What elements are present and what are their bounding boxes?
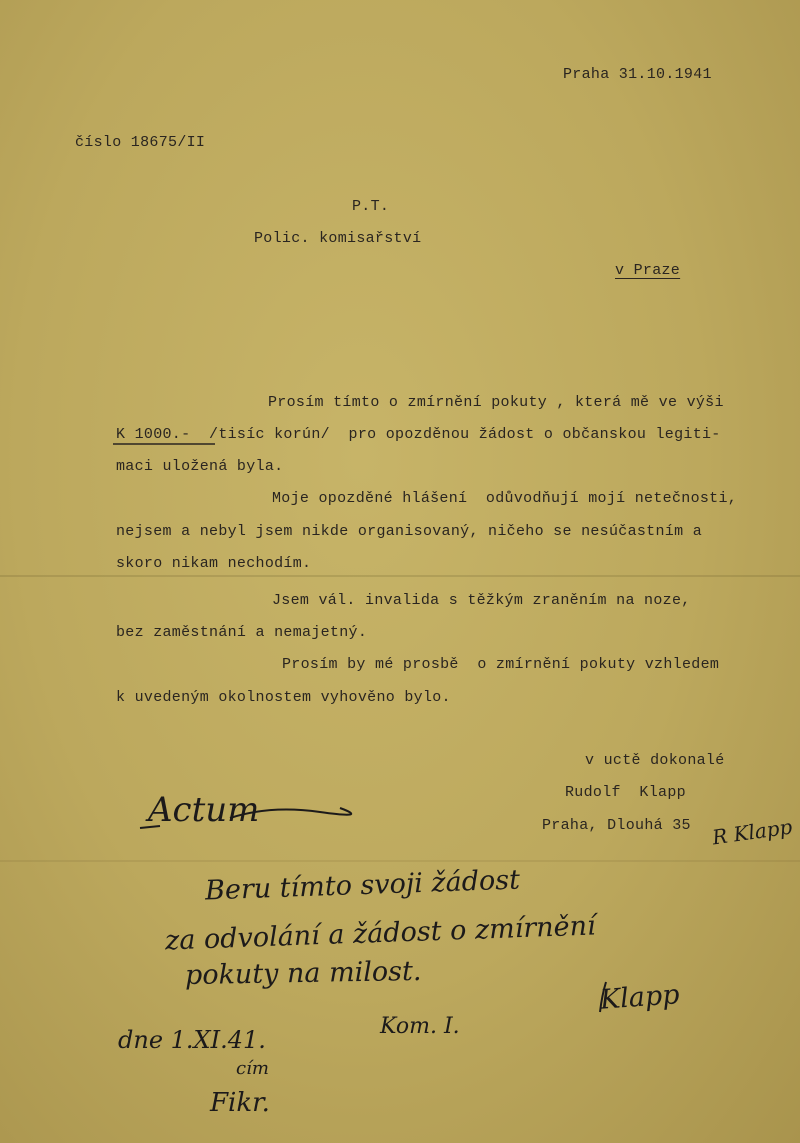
body-line: Moje opozděné hlášení odůvodňují mojí netečnosti, <box>272 490 738 507</box>
sender-name: Rudolf Klapp <box>565 784 686 801</box>
handwritten-signature: R Klapp <box>710 814 794 850</box>
body-line: nejsem a nebyl jsem nikde organisovaný, ničeho se nesúčastním a <box>116 523 702 540</box>
handwritten-clerk-signature: Fikr. <box>210 1088 270 1118</box>
body-line: Prosím by mé prosbě o zmírnění pokuty vzhledem <box>282 656 720 673</box>
addressee-salutation: P.T. <box>352 198 390 215</box>
actum-flourish <box>230 808 351 818</box>
handwritten-initials: cím <box>236 1058 269 1079</box>
handwritten-note-line: za odvolání a žádost o zmírnění <box>164 910 597 957</box>
handwritten-note-line: Beru tímto svoji žádost <box>204 864 521 907</box>
actum-stroke <box>140 826 160 828</box>
body-line: K 1000.- /tisíc korún/ pro opozděnou žádost o občanskou legiti- <box>116 426 721 443</box>
addressee-city: v Praze <box>615 262 681 279</box>
closing-phrase: v uctě dokonalé <box>585 752 725 769</box>
handwritten-date: dne 1.XI.41. <box>118 1026 266 1054</box>
body-line: maci uložená byla. <box>116 458 284 475</box>
handwritten-clerk-note: Kom. I. <box>380 1014 460 1039</box>
body-line: Jsem vál. invalida s těžkým zraněním na noze, <box>272 592 691 609</box>
body-line: Prosím tímto o zmírnění pokuty , která mě ve výši <box>268 394 724 411</box>
signature-stroke <box>600 982 606 1012</box>
handwritten-signature: Klapp <box>599 979 681 1016</box>
letter-date: Praha 31.10.1941 <box>563 66 712 83</box>
body-line: skoro nikam nechodím. <box>116 555 312 572</box>
sender-address: Praha, Dlouhá 35 <box>542 817 691 834</box>
body-line: k uvedeným okolnostem vyhověno bylo. <box>116 689 451 706</box>
handwritten-actum: Actum <box>148 790 260 830</box>
handwritten-note-line: pokuty na milost. <box>184 955 422 992</box>
body-line: bez zaměstnání a nemajetný. <box>116 624 368 641</box>
reference-number: číslo 18675/II <box>75 134 206 151</box>
addressee-name: Polic. komisařství <box>254 230 422 247</box>
